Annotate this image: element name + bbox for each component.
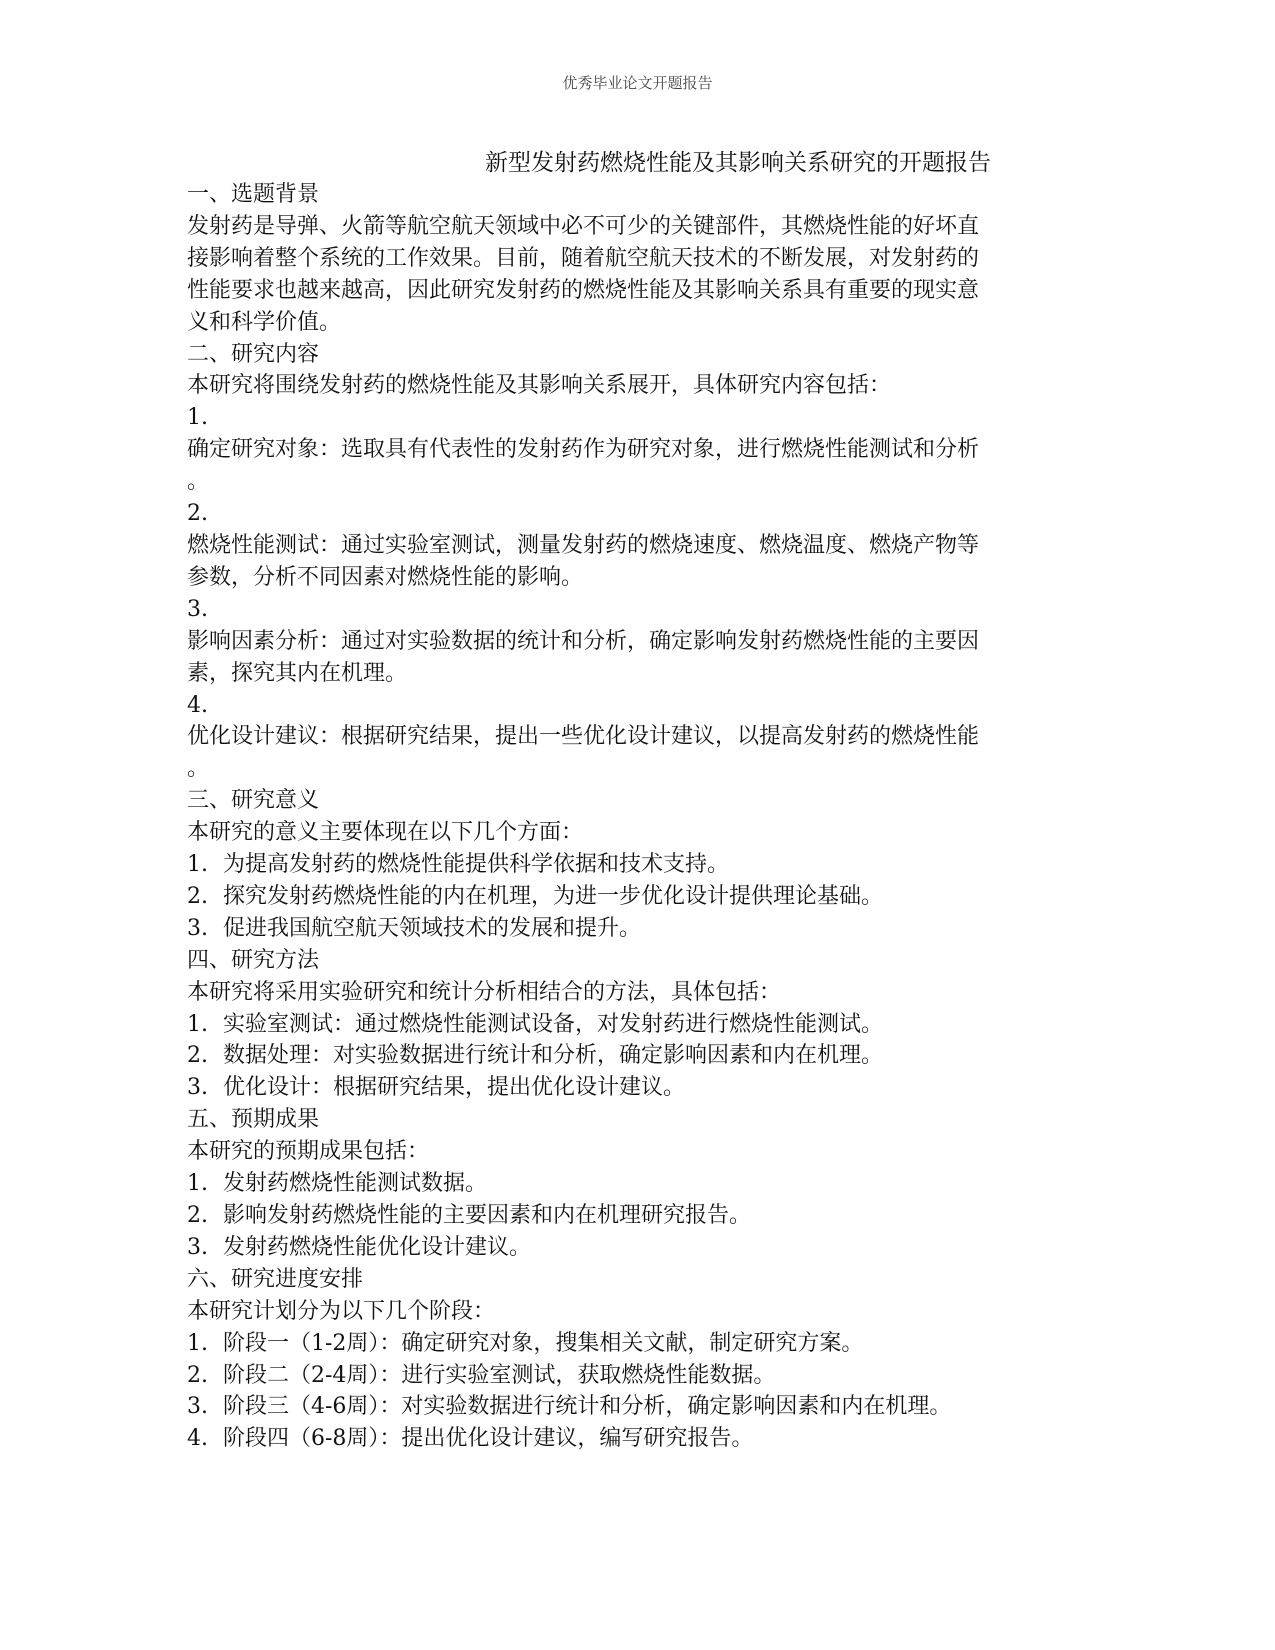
line-text: 影响因素分析：通过对实验数据的统计和分析，确定影响发射药燃烧性能的主要因 — [187, 628, 980, 654]
line-text: 六、研究进度安排 — [187, 1266, 364, 1292]
list-number: 3. — [187, 1394, 208, 1420]
list-number: 1. — [187, 1330, 208, 1356]
line-text: 性能要求也越来越高，因此研究发射药的燃烧性能及其影响关系具有重要的现实意 — [187, 277, 980, 303]
numbered-list-item — [187, 1423, 1097, 1455]
line-text: 优化设计：根据研究结果，提出优化设计建议。 — [223, 1075, 686, 1101]
line-text: 促进我国航空航天领域技术的发展和提升。 — [223, 915, 642, 941]
numbered-list-item — [187, 1040, 1097, 1072]
text-line — [187, 977, 1097, 1009]
line-text: 二、研究内容 — [187, 341, 320, 367]
line-text: 阶段一（1-2周）：确定研究对象，搜集相关文献，制定研究方案。 — [223, 1330, 864, 1356]
line-text: 数据处理：对实验数据进行统计和分析，确定影响因素和内在机理。 — [223, 1043, 884, 1069]
numbered-list-item — [187, 1168, 1097, 1200]
list-number: 4. — [187, 1426, 208, 1452]
text-line — [187, 721, 1097, 753]
line-text: 本研究将围绕发射药的燃烧性能及其影响关系展开，具体研究内容包括： — [187, 373, 892, 399]
line-text: 发射药是导弹、火箭等航空航天领域中必不可少的关键部件，其燃烧性能的好坏直 — [187, 213, 980, 239]
text-line — [187, 594, 1097, 626]
text-line — [187, 275, 1097, 307]
list-number: 1. — [187, 1011, 208, 1037]
line-text: 2. — [187, 501, 208, 527]
text-line — [187, 339, 1097, 371]
text-line — [187, 658, 1097, 690]
document-body — [187, 147, 1097, 1455]
line-text: 素，探究其内在机理。 — [187, 660, 408, 686]
text-line — [187, 1296, 1097, 1328]
line-text: 三、研究意义 — [187, 788, 320, 814]
list-number: 1. — [187, 1171, 208, 1197]
text-line — [187, 562, 1097, 594]
line-text: 探究发射药燃烧性能的内在机理，为进一步优化设计提供理论基础。 — [223, 883, 884, 909]
numbered-list-item — [187, 1232, 1097, 1264]
text-line — [187, 1264, 1097, 1296]
text-line — [187, 785, 1097, 817]
numbered-list-item — [187, 1009, 1097, 1041]
line-text: 阶段二（2-4周）：进行实验室测试，获取燃烧性能数据。 — [223, 1362, 776, 1388]
numbered-list-item — [187, 849, 1097, 881]
list-number: 2. — [187, 1043, 208, 1069]
document-title: 新型发射药燃烧性能及其影响关系研究的开题报告 — [485, 150, 991, 176]
numbered-list-item — [187, 881, 1097, 913]
numbered-list-item — [187, 1360, 1097, 1392]
text-line — [187, 434, 1097, 466]
list-number: 2. — [187, 1362, 208, 1388]
text-line — [187, 945, 1097, 977]
text-line — [187, 211, 1097, 243]
line-text: 五、预期成果 — [187, 1107, 320, 1133]
line-text: 本研究将采用实验研究和统计分析相结合的方法，具体包括： — [187, 979, 782, 1005]
line-text: 发射药燃烧性能测试数据。 — [223, 1171, 488, 1197]
line-text: 接影响着整个系统的工作效果。目前，随着航空航天技术的不断发展，对发射药的 — [187, 245, 980, 271]
line-text: 一、选题背景 — [187, 182, 320, 207]
page-header: 优秀毕业论文开题报告 — [562, 74, 713, 92]
line-text: 阶段三（4-6周）：对实验数据进行统计和分析，确定影响因素和内在机理。 — [223, 1394, 952, 1420]
text-line — [187, 817, 1097, 849]
numbered-list-item — [187, 1328, 1097, 1360]
text-line — [187, 1136, 1097, 1168]
list-number: 3. — [187, 1234, 208, 1260]
text-line — [187, 1104, 1097, 1136]
text-line — [187, 466, 1097, 498]
text-line — [187, 690, 1097, 722]
line-text: 四、研究方法 — [187, 947, 320, 973]
document-lines — [187, 179, 1097, 1455]
numbered-list-item — [187, 1200, 1097, 1232]
text-line — [187, 498, 1097, 530]
line-text: 本研究的预期成果包括： — [187, 1139, 430, 1165]
list-number: 3. — [187, 915, 208, 941]
line-text: 影响发射药燃烧性能的主要因素和内在机理研究报告。 — [223, 1203, 752, 1228]
line-text: 燃烧性能测试：通过实验室测试，测量发射药的燃烧速度、燃烧温度、燃烧产物等 — [187, 532, 980, 558]
text-line — [187, 530, 1097, 562]
text-line — [187, 402, 1097, 434]
line-text: 参数，分析不同因素对燃烧性能的影响。 — [187, 564, 584, 590]
line-text: 优化设计建议：根据研究结果，提出一些优化设计建议，以提高发射药的燃烧性能 — [187, 724, 980, 750]
line-text: 4. — [187, 692, 208, 718]
line-text: 。 — [187, 469, 210, 495]
text-line — [187, 179, 1097, 211]
list-number: 3. — [187, 1075, 208, 1101]
line-text: 为提高发射药的燃烧性能提供科学依据和技术支持。 — [223, 852, 730, 878]
line-text: 义和科学价值。 — [187, 309, 342, 335]
line-text: 阶段四（6-8周）：提出优化设计建议，编写研究报告。 — [223, 1426, 754, 1452]
line-text: 实验室测试：通过燃烧性能测试设备，对发射药进行燃烧性能测试。 — [223, 1011, 884, 1037]
list-number: 1. — [187, 852, 208, 878]
list-number: 2. — [187, 883, 208, 909]
text-line — [187, 243, 1097, 275]
text-line — [187, 626, 1097, 658]
line-text: 本研究的意义主要体现在以下几个方面： — [187, 820, 584, 846]
line-text: 确定研究对象：选取具有代表性的发射药作为研究对象，进行燃烧性能测试和分析 — [187, 437, 980, 463]
list-number: 2. — [187, 1203, 208, 1228]
text-line — [187, 370, 1097, 402]
numbered-list-item — [187, 1391, 1097, 1423]
numbered-list-item — [187, 1072, 1097, 1104]
text-line — [187, 307, 1097, 339]
line-text: 本研究计划分为以下几个阶段： — [187, 1298, 496, 1324]
line-text: 3. — [187, 596, 208, 622]
text-line — [187, 753, 1097, 785]
line-text: 。 — [187, 756, 210, 782]
line-text: 1. — [187, 405, 208, 431]
line-text: 发射药燃烧性能优化设计建议。 — [223, 1234, 532, 1260]
numbered-list-item — [187, 913, 1097, 945]
